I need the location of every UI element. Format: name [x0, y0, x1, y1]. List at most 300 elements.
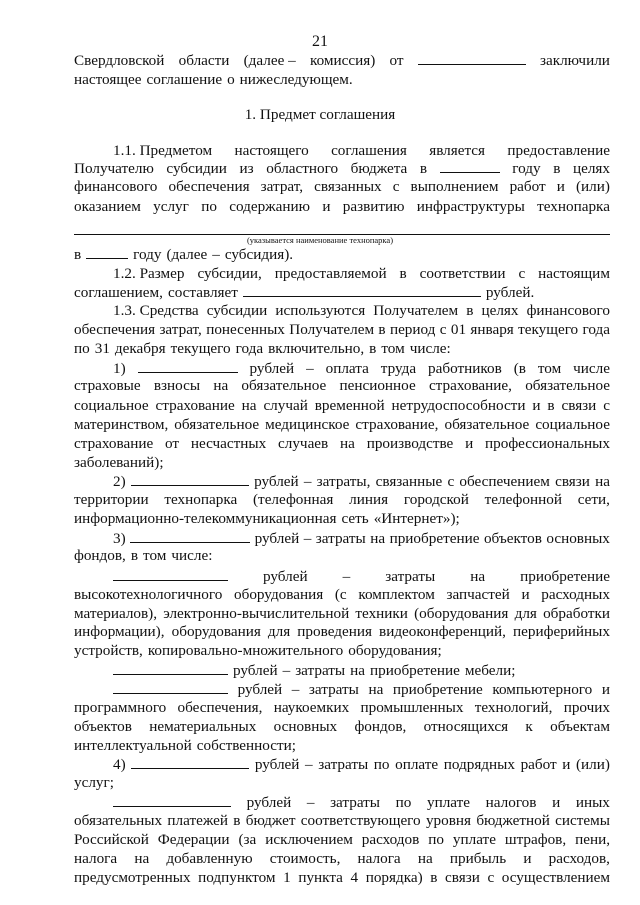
- word: затраты: [385, 568, 436, 585]
- word: оборудования;: [348, 642, 442, 659]
- word: социальное: [535, 416, 610, 433]
- word: страхование,: [355, 416, 439, 433]
- word: рублей: [237, 681, 283, 698]
- word: затрат,: [260, 178, 304, 195]
- word: области: [178, 52, 230, 69]
- word: «Интернет»);: [373, 510, 460, 527]
- word: 31: [94, 340, 110, 357]
- word: от: [389, 52, 404, 69]
- word: программного: [74, 699, 167, 716]
- blank-line: [130, 528, 250, 543]
- word: том: [537, 360, 562, 377]
- word: (с: [334, 586, 347, 603]
- text-line: [74, 811, 610, 831]
- word: –: [303, 473, 312, 490]
- word: –: [305, 756, 313, 773]
- word: относящихся: [423, 718, 509, 735]
- word: инфраструктуры: [416, 198, 525, 215]
- word: на: [370, 530, 386, 547]
- word: технопарка: [164, 491, 238, 508]
- word: основных: [273, 718, 338, 735]
- word: компьютерного: [492, 681, 593, 698]
- text-line: [113, 792, 610, 812]
- word: нижеследующем.: [239, 71, 353, 88]
- word: взносы: [153, 377, 201, 394]
- word: порядка): [365, 869, 423, 886]
- word: субсидии,: [197, 265, 262, 282]
- word: оплата: [325, 360, 369, 377]
- word: информации),: [74, 623, 165, 640]
- word: по: [201, 198, 217, 215]
- word: с: [487, 869, 495, 886]
- word: (в: [513, 360, 526, 377]
- word: электронно-вычислительной: [163, 605, 350, 622]
- blank-line: [243, 282, 481, 297]
- word: пени,: [575, 831, 610, 848]
- word: году: [133, 246, 162, 263]
- text-line: [113, 301, 610, 321]
- word: бюджет: [245, 812, 296, 829]
- word: страховые: [74, 377, 141, 394]
- word: Федерации: [157, 831, 230, 848]
- word: включительно,: [268, 340, 365, 357]
- word: числе: [573, 360, 610, 377]
- word: случай: [263, 397, 308, 414]
- text-line: [113, 358, 610, 378]
- word: (за: [238, 831, 257, 848]
- word: интеллектуальной: [74, 737, 192, 754]
- word: соответствии: [419, 265, 506, 282]
- word: бюджета: [350, 160, 408, 177]
- word: затраты,: [316, 473, 371, 490]
- word: содержанию: [229, 198, 311, 215]
- word: и: [322, 198, 331, 215]
- word: соответствующего: [300, 812, 421, 829]
- word: комиссия): [309, 52, 376, 69]
- text-line: [113, 264, 610, 284]
- word: связанные: [375, 473, 443, 490]
- text-line: [113, 754, 610, 774]
- word: Свердловской: [74, 52, 165, 69]
- text-line: [74, 868, 610, 888]
- word: периферийных: [513, 623, 610, 640]
- word: рублей: [249, 360, 295, 377]
- word: по: [74, 340, 90, 357]
- word: технологий,: [474, 699, 553, 716]
- word: числе:: [409, 340, 451, 357]
- word: фондов,: [354, 718, 407, 735]
- word: понесенных: [206, 321, 285, 338]
- word: обработки: [543, 605, 610, 622]
- word: 1. Предмет соглашения: [244, 106, 396, 123]
- word: Получателем: [289, 321, 375, 338]
- word: текущего: [170, 340, 231, 357]
- word: –: [282, 662, 291, 679]
- text-line: [74, 622, 610, 642]
- word: развитию: [342, 198, 405, 215]
- word: и: [521, 586, 530, 603]
- word: и: [556, 178, 565, 195]
- word: 1: [283, 869, 291, 886]
- word: 3): [113, 530, 126, 547]
- word: оказанием: [74, 198, 141, 215]
- word: приобретение: [392, 681, 483, 698]
- text-line: [74, 490, 610, 510]
- word: 2): [113, 473, 126, 490]
- word: соглашение: [146, 71, 223, 88]
- word: в: [419, 160, 428, 177]
- word: случаев: [278, 435, 329, 452]
- text-line: [74, 282, 540, 302]
- word: в: [233, 812, 241, 829]
- word: –: [342, 568, 351, 585]
- word: услуг: [153, 198, 189, 215]
- word: работ: [509, 178, 546, 195]
- word: предусмотренных: [74, 869, 191, 886]
- word: затраты: [308, 681, 359, 698]
- text-line: [113, 566, 610, 586]
- blank-line: [131, 471, 249, 486]
- word: расходов: [361, 831, 420, 848]
- word: связи: [555, 473, 590, 490]
- word: в: [466, 302, 474, 319]
- word: 1): [113, 360, 126, 377]
- word: производстве: [366, 435, 454, 452]
- word: объектов: [483, 530, 542, 547]
- word: информационно-телекоммуникационная: [74, 510, 337, 527]
- text-line: [74, 415, 610, 435]
- blank-line: [138, 358, 238, 373]
- word: (далее: [166, 246, 208, 263]
- word: на: [595, 473, 610, 490]
- word: оборудования: [171, 623, 261, 640]
- word: медицинское: [265, 416, 350, 433]
- word: (или): [575, 756, 610, 773]
- word: соглашения: [331, 142, 407, 159]
- word: материалов),: [74, 605, 158, 622]
- text-line: [74, 376, 610, 396]
- word: году: [512, 160, 541, 177]
- word: в: [74, 246, 82, 263]
- text-line: [74, 849, 610, 869]
- text-line: [74, 717, 610, 737]
- word: затраты: [295, 662, 346, 679]
- word: областного: [266, 160, 339, 177]
- text-line: [74, 736, 610, 756]
- word: числе:: [171, 547, 213, 564]
- word: рублей: [263, 568, 308, 585]
- word: добавленную: [166, 850, 253, 867]
- word: целях: [481, 302, 519, 319]
- word: является: [429, 142, 486, 159]
- text-line: [74, 197, 610, 217]
- word: 1.2. Размер: [113, 265, 185, 282]
- word: обязательное: [174, 416, 260, 433]
- word: настоящим: [538, 265, 610, 282]
- word: предоставление: [507, 142, 610, 159]
- word: приобретение: [370, 662, 460, 679]
- word: нетрудоспособности: [391, 397, 526, 414]
- word: осуществлением: [501, 869, 610, 886]
- word: труда: [380, 360, 417, 377]
- word: обязательных: [74, 812, 163, 829]
- word: обеспечением: [459, 473, 550, 490]
- word: и: [562, 756, 571, 773]
- blank-line: [113, 679, 228, 694]
- word: оплате: [395, 756, 439, 773]
- word: профессиональных: [485, 435, 610, 452]
- word: прибыль: [449, 850, 507, 867]
- word: основных: [546, 530, 610, 547]
- word: страхование: [155, 397, 235, 414]
- word: –: [306, 794, 315, 811]
- word: сети,: [577, 491, 610, 508]
- word: комплектом: [358, 586, 435, 603]
- word: несчастных: [190, 435, 267, 452]
- word: предоставляемой: [274, 265, 387, 282]
- blank-line: [113, 792, 231, 807]
- blank-line: [86, 244, 128, 259]
- blank-line: [113, 566, 228, 581]
- word: для: [267, 623, 291, 640]
- word: выполнением: [410, 178, 499, 195]
- word: платежей: [167, 812, 228, 829]
- word: проведения: [297, 623, 372, 640]
- word: с: [392, 178, 400, 195]
- word: по: [395, 794, 412, 811]
- word: технопарка: [537, 198, 610, 215]
- word: расходов,: [548, 850, 610, 867]
- word: с: [439, 321, 447, 338]
- word: приобретение: [389, 530, 480, 547]
- word: подпунктом: [198, 869, 276, 886]
- word: временной: [314, 397, 385, 414]
- word: мебели;: [464, 662, 516, 679]
- word: сеть: [341, 510, 369, 527]
- word: линия: [349, 491, 389, 508]
- word: к: [525, 718, 533, 735]
- text-line: [74, 320, 610, 340]
- text-line: [74, 339, 610, 359]
- word: исключением: [265, 831, 353, 848]
- word: том: [143, 547, 167, 564]
- word: рублей: [254, 530, 300, 547]
- word: наукоемких: [273, 699, 350, 716]
- word: (или): [575, 178, 610, 195]
- text-line: [74, 773, 610, 793]
- word: и: [532, 397, 541, 414]
- word: на: [350, 662, 366, 679]
- word: прочих: [563, 699, 610, 716]
- word: расходных: [541, 586, 610, 603]
- word: от: [165, 435, 180, 452]
- word: заболеваний);: [74, 454, 164, 471]
- word: и: [601, 681, 610, 698]
- word: страхование: [74, 435, 154, 452]
- text-line: [113, 528, 610, 548]
- text-line: [113, 660, 520, 680]
- word: (далее –: [243, 52, 296, 69]
- word: рублей.: [485, 284, 535, 301]
- word: рублей: [233, 662, 278, 679]
- word: субсидии: [206, 302, 268, 319]
- word: 4: [350, 869, 359, 886]
- word: на: [241, 397, 257, 414]
- text-line: [74, 546, 610, 566]
- word: копировально-множительного: [147, 642, 344, 659]
- word: на: [417, 850, 433, 867]
- word: на: [470, 568, 486, 585]
- word: в: [369, 340, 377, 357]
- word: страхование,: [428, 377, 512, 394]
- word: настоящего: [234, 142, 309, 159]
- word: по: [428, 831, 444, 848]
- word: собственности;: [196, 737, 296, 754]
- word: городской: [403, 491, 469, 508]
- word: из: [239, 160, 254, 177]
- word: высокотехнологичного: [74, 586, 223, 603]
- word: уплате: [452, 831, 496, 848]
- word: финансового: [526, 302, 610, 319]
- word: настоящее: [74, 71, 142, 88]
- word: оборудования: [234, 586, 324, 603]
- blank-line: [440, 158, 500, 173]
- word: работ: [520, 756, 557, 773]
- word: приобретение: [520, 568, 610, 585]
- word: в: [399, 265, 407, 282]
- text-line: [113, 471, 610, 491]
- text-line: [74, 177, 610, 197]
- word: (телефонная: [253, 491, 334, 508]
- word: рублей: [254, 756, 300, 773]
- word: субсидии: [166, 160, 227, 177]
- text-line: [74, 585, 610, 605]
- text-line: [74, 70, 610, 90]
- word: (оборудования: [414, 605, 509, 622]
- word: запчастей: [446, 586, 510, 603]
- word: в: [378, 321, 386, 338]
- word: с: [447, 473, 455, 490]
- text-line: [74, 453, 610, 473]
- word: услуг;: [74, 774, 114, 791]
- word: целях: [572, 160, 610, 177]
- word: бюджетной: [476, 812, 550, 829]
- text-line: [74, 698, 610, 718]
- word: декабря: [114, 340, 166, 357]
- word: 4): [113, 756, 126, 773]
- word: соглашением,: [74, 284, 163, 301]
- word: уровня: [425, 812, 472, 829]
- word: в: [553, 160, 561, 177]
- word: и: [552, 794, 561, 811]
- word: обеспечения: [74, 321, 156, 338]
- text-line: [74, 50, 610, 70]
- word: 1.3. Средства: [113, 302, 199, 319]
- word: и: [523, 850, 532, 867]
- word: стоимость,: [269, 850, 341, 867]
- word: иных: [575, 794, 610, 811]
- word: пункта: [298, 869, 343, 886]
- word: фондов,: [74, 547, 126, 564]
- word: налога: [357, 850, 401, 867]
- word: работников: [428, 360, 502, 377]
- word: –: [212, 246, 220, 263]
- word: года: [235, 340, 264, 357]
- word: рублей: [246, 794, 292, 811]
- word: штрафов,: [504, 831, 567, 848]
- word: затраты: [318, 756, 369, 773]
- word: связанных: [314, 178, 382, 195]
- blank-line: [113, 660, 228, 675]
- word: затрат,: [159, 321, 202, 338]
- word: объектов: [74, 718, 132, 735]
- word: устройств,: [74, 642, 143, 659]
- text-line: [74, 396, 610, 416]
- word: период: [389, 321, 436, 338]
- text-line: [74, 509, 610, 529]
- word: промышленных: [360, 699, 464, 716]
- word: системы: [555, 812, 610, 829]
- word: уплате: [427, 794, 471, 811]
- text-line: [74, 434, 610, 454]
- word: связи: [445, 869, 480, 886]
- word: на: [368, 681, 384, 698]
- word: заключили: [539, 52, 610, 69]
- word: составляет: [167, 284, 238, 301]
- blank-line: [131, 754, 249, 769]
- word: субсидия).: [224, 246, 294, 263]
- word: налога: [74, 850, 118, 867]
- blank-line: [418, 50, 526, 65]
- word: Получателю: [74, 160, 154, 177]
- word: обязательное: [241, 377, 327, 394]
- word: материнством,: [74, 416, 169, 433]
- word: телефонной: [484, 491, 562, 508]
- word: территории: [74, 491, 149, 508]
- word: налогов: [485, 794, 537, 811]
- word: используются: [275, 302, 366, 319]
- text-line: [113, 679, 610, 699]
- word: связи: [561, 397, 597, 414]
- word: на: [340, 435, 355, 452]
- word: –: [291, 681, 300, 698]
- text-line: [74, 158, 610, 178]
- section-heading: [0, 105, 640, 125]
- word: нематериальных: [149, 718, 257, 735]
- word: с: [603, 397, 610, 414]
- word: пенсионное: [339, 377, 416, 394]
- word: социальное: [74, 397, 149, 414]
- text-line: [74, 641, 610, 661]
- word: текущего: [518, 321, 579, 338]
- word: на: [134, 850, 150, 867]
- word: года: [582, 321, 610, 338]
- word: затраты: [330, 794, 381, 811]
- technopark-name-caption: (указывается наименование технопарка): [246, 235, 394, 245]
- word: Получателем: [373, 302, 459, 319]
- word: Российской: [74, 831, 149, 848]
- word: в: [430, 869, 438, 886]
- word: подрядных: [443, 756, 515, 773]
- word: обязательное: [444, 416, 530, 433]
- word: обеспечения,: [177, 699, 263, 716]
- word: по: [373, 756, 390, 773]
- page-number: 21: [312, 33, 328, 50]
- word: финансового: [74, 178, 158, 195]
- word: объектам: [550, 718, 610, 735]
- text-line: [74, 244, 610, 264]
- word: для: [514, 605, 537, 622]
